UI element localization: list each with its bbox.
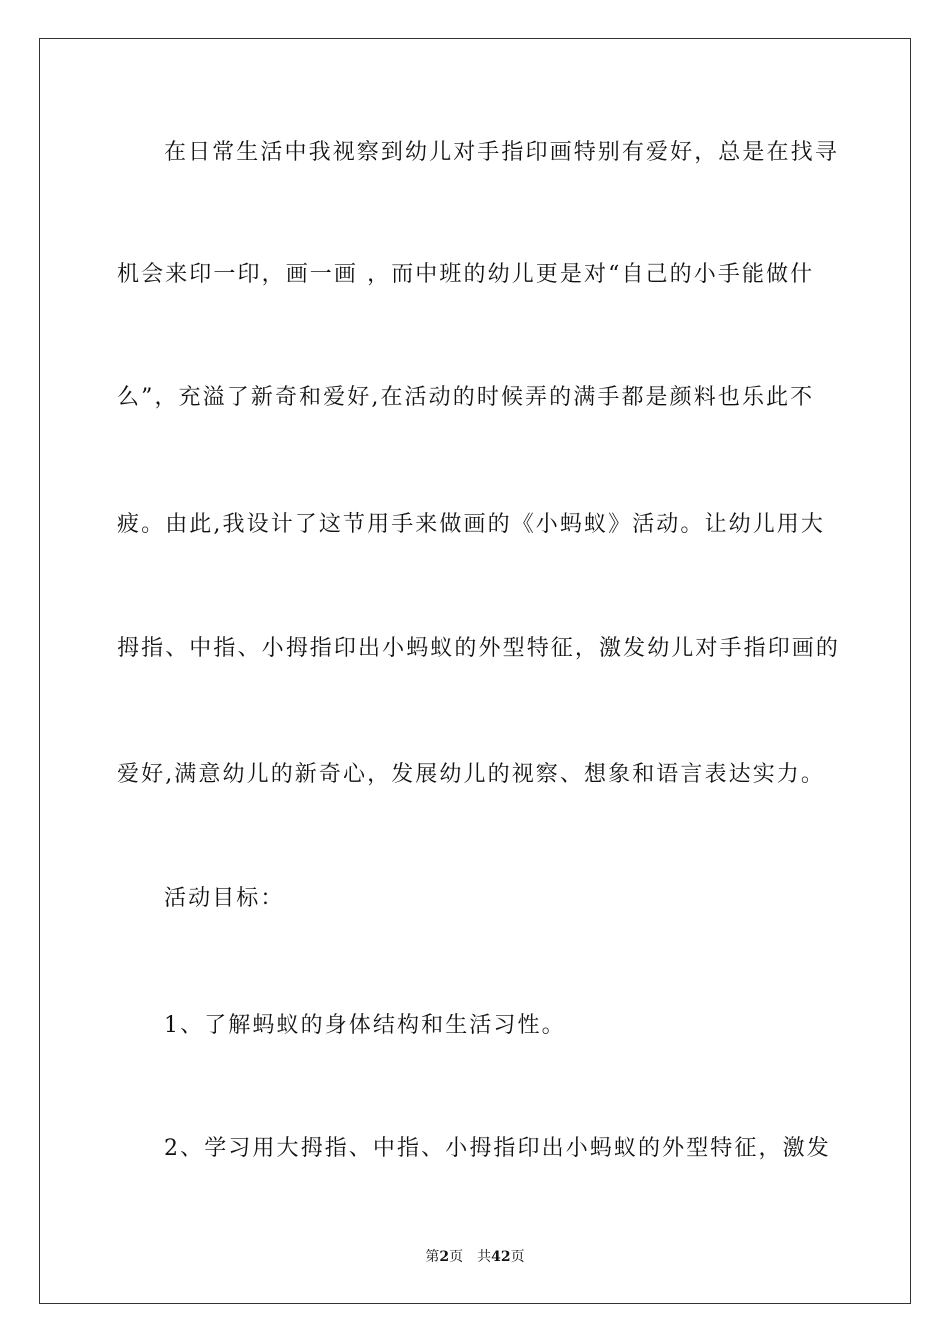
page-suffix: 页: [449, 1249, 464, 1265]
paragraph-line-1: 在日常生活中我视察到幼儿对手指印画特别有爱好，总是在找寻: [164, 140, 839, 165]
paragraph-line-6: 爱好,满意幼儿的新奇心，发展幼儿的视察、想象和语言表达实力。: [117, 762, 825, 787]
paragraph-line-4: 疲。由此,我设计了这节用手来做画的《小蚂蚁》活动。让幼儿用大: [117, 512, 825, 537]
page-prefix: 第: [425, 1249, 440, 1265]
paragraph-line-5: 拇指、中指、小拇指印出小蚂蚁的外型特征，激发幼儿对手指印画的: [117, 636, 841, 661]
total-suffix: 页: [510, 1249, 525, 1265]
total-prefix: 共: [477, 1249, 492, 1265]
paragraph-line-2: 机会来印一印，画一画 ，而中班的幼儿更是对“自己的小手能做什: [117, 262, 815, 287]
paragraph-line-3: 么”，充溢了新奇和爱好,在活动的时候弄的满手都是颜料也乐此不: [117, 385, 815, 410]
page-number: 2: [439, 1249, 450, 1265]
page-border: [39, 38, 911, 1304]
section-heading-activity-goals: 活动目标：: [164, 886, 285, 911]
goal-item-1: 1、了解蚂蚁的身体结构和生活习性。: [164, 1013, 566, 1038]
page-footer: [0, 1248, 950, 1266]
goal-item-2: 2、学习用大拇指、中指、小拇指印出小蚂蚁的外型特征，激发: [164, 1136, 831, 1161]
total-pages: 42: [491, 1249, 511, 1265]
